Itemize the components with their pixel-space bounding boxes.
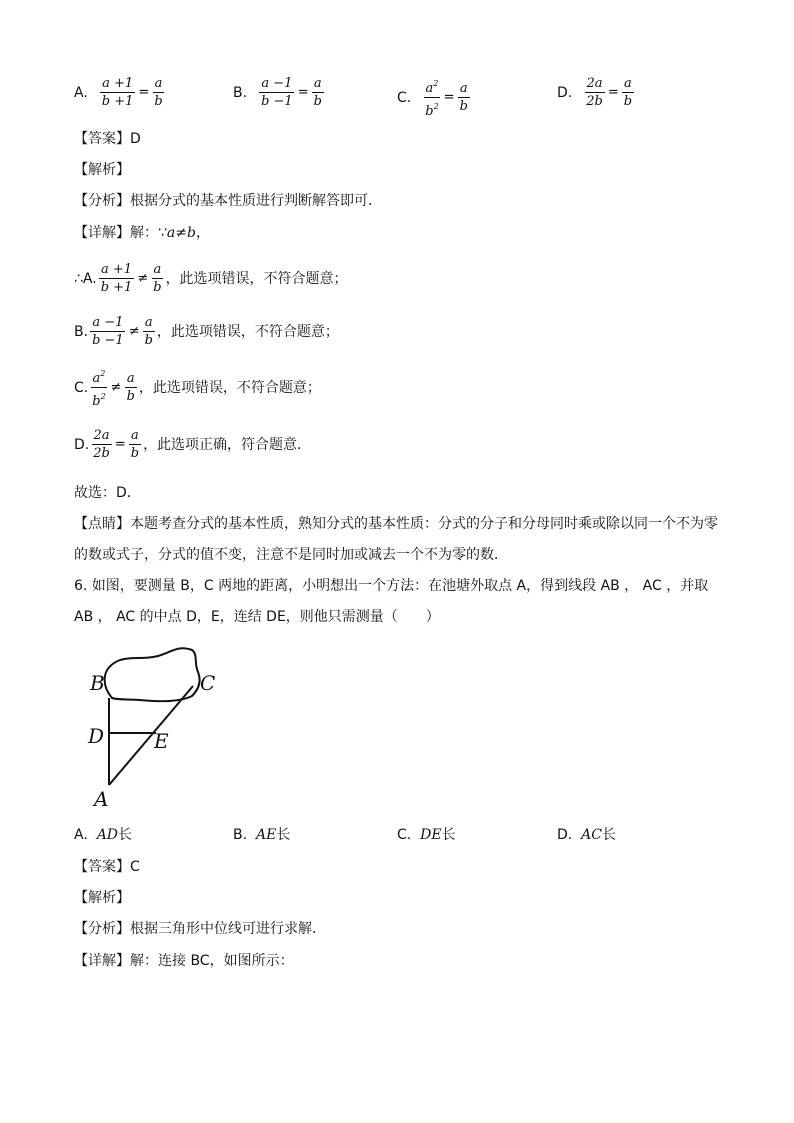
operator: ≠ xyxy=(128,324,140,339)
operator: ≠ xyxy=(110,380,122,395)
fraction-left: $\frac{2a}{2b}$ xyxy=(586,76,603,109)
fraction-right: $\frac{a}{b}$ xyxy=(153,262,162,295)
q5-option-b xyxy=(233,76,326,109)
fraction-left: $\frac{a -1}{b -1}$ xyxy=(92,315,124,348)
option-letter: C. xyxy=(397,89,412,106)
q5-option-c xyxy=(397,76,472,119)
label-c: C xyxy=(200,671,216,695)
q5-detail-line-d: D. $\frac{2a}{2b}$ = $\frac{a}{b}$ ，此选项正确，符合题意． xyxy=(74,428,312,461)
fraction-left: $\frac{a^2}{b^2}$ xyxy=(90,366,107,409)
label-e: E xyxy=(154,729,169,753)
q6-question-line2: AB ， AC 的中点 D，E，连结 DE，则他只需测量（ ） xyxy=(74,609,440,625)
operator: = xyxy=(443,90,455,105)
fraction-left: $\frac{a -1}{b -1}$ xyxy=(261,76,293,109)
q5-option-a xyxy=(74,76,167,109)
label-a: A xyxy=(94,787,109,811)
option-letter: D. xyxy=(557,84,573,101)
q5-analysis-heading: 【解析】 xyxy=(74,162,130,178)
operator: = xyxy=(607,85,619,100)
label-b: B xyxy=(90,671,105,695)
q5-dianjing-line2: 的数或式子，分式的值不变，注意不是同时加或减去一个不为零的数． xyxy=(74,547,508,563)
fraction-right: $\frac{a}{b}$ xyxy=(459,81,468,114)
q5-detail-line-c: C. $\frac{a^2}{b^2}$ ≠ $\frac{a}{b}$ ，此选项错误，不符合题意； xyxy=(74,366,321,409)
operator: ≠ xyxy=(137,271,149,286)
option-letter: A. xyxy=(74,84,88,101)
q6-answer: 【答案】C xyxy=(74,859,140,875)
fraction-right: $\frac{a}{b}$ xyxy=(154,76,163,109)
fraction-right: $\frac{a}{b}$ xyxy=(144,315,153,348)
fraction-left: $\frac{a +1}{b +1}$ xyxy=(101,76,134,109)
q5-fenxi: 【分析】根据分式的基本性质进行判断解答即可． xyxy=(74,193,382,209)
fraction-left: $\frac{a +1}{b +1}$ xyxy=(100,262,133,295)
q5-detail-line-a: ∴ A. $\frac{a +1}{b +1}$ ≠ $\frac{a}{b}$ ，此选项错误，不符合题意； xyxy=(74,262,348,295)
q6-fenxi: 【分析】根据三角形中位线可进行求解． xyxy=(74,921,326,937)
q6-option-d: D. AC长 xyxy=(557,827,616,843)
q5-detail: 【详解】解：∵a≠b， xyxy=(74,225,210,241)
q5-answer: 【答案】D xyxy=(74,131,141,147)
q5-option-d xyxy=(557,76,636,109)
q6-detail: 【详解】解：连接 BC，如图所示： xyxy=(74,953,294,969)
operator: = xyxy=(114,437,126,452)
pond-outline xyxy=(105,648,200,701)
label-d: D xyxy=(88,724,105,748)
fraction-right: $\frac{a}{b}$ xyxy=(313,76,322,109)
q6-analysis-heading: 【解析】 xyxy=(74,890,130,906)
q6-option-c: C. DE长 xyxy=(397,827,456,843)
fraction-right: $\frac{a}{b}$ xyxy=(623,76,633,109)
q5-detail-line-b: B. $\frac{a -1}{b -1}$ ≠ $\frac{a}{b}$ ，此选项错误，不符合题意； xyxy=(74,315,339,348)
fraction-right: $\frac{a}{b}$ xyxy=(126,371,135,404)
operator: = xyxy=(297,85,309,100)
fraction-left: $\frac{2a}{2b}$ xyxy=(93,428,110,461)
fraction-right: $\frac{a}{b}$ xyxy=(130,428,140,461)
q5-dianjing-line1: 【点睛】本题考查分式的基本性质，熟知分式的基本性质：分式的分子和分母同时乘或除以同一个不为零 xyxy=(74,516,718,532)
pond-triangle-figure xyxy=(80,640,250,815)
fraction-left: $\frac{a^2}{b^2}$ xyxy=(423,76,440,119)
operator: = xyxy=(138,85,150,100)
option-letter: B. xyxy=(233,84,248,101)
q6-question-line1: 6. 如图，要测量 B，C 两地的距离，小明想出一个方法：在池塘外取点 A，得到线段 AB ， AC ，并取 xyxy=(74,578,709,594)
q6-option-a: A. AD长 xyxy=(74,827,133,843)
q5-choose: 故选：D． xyxy=(74,485,141,501)
q6-option-b: B. AE长 xyxy=(233,827,291,843)
